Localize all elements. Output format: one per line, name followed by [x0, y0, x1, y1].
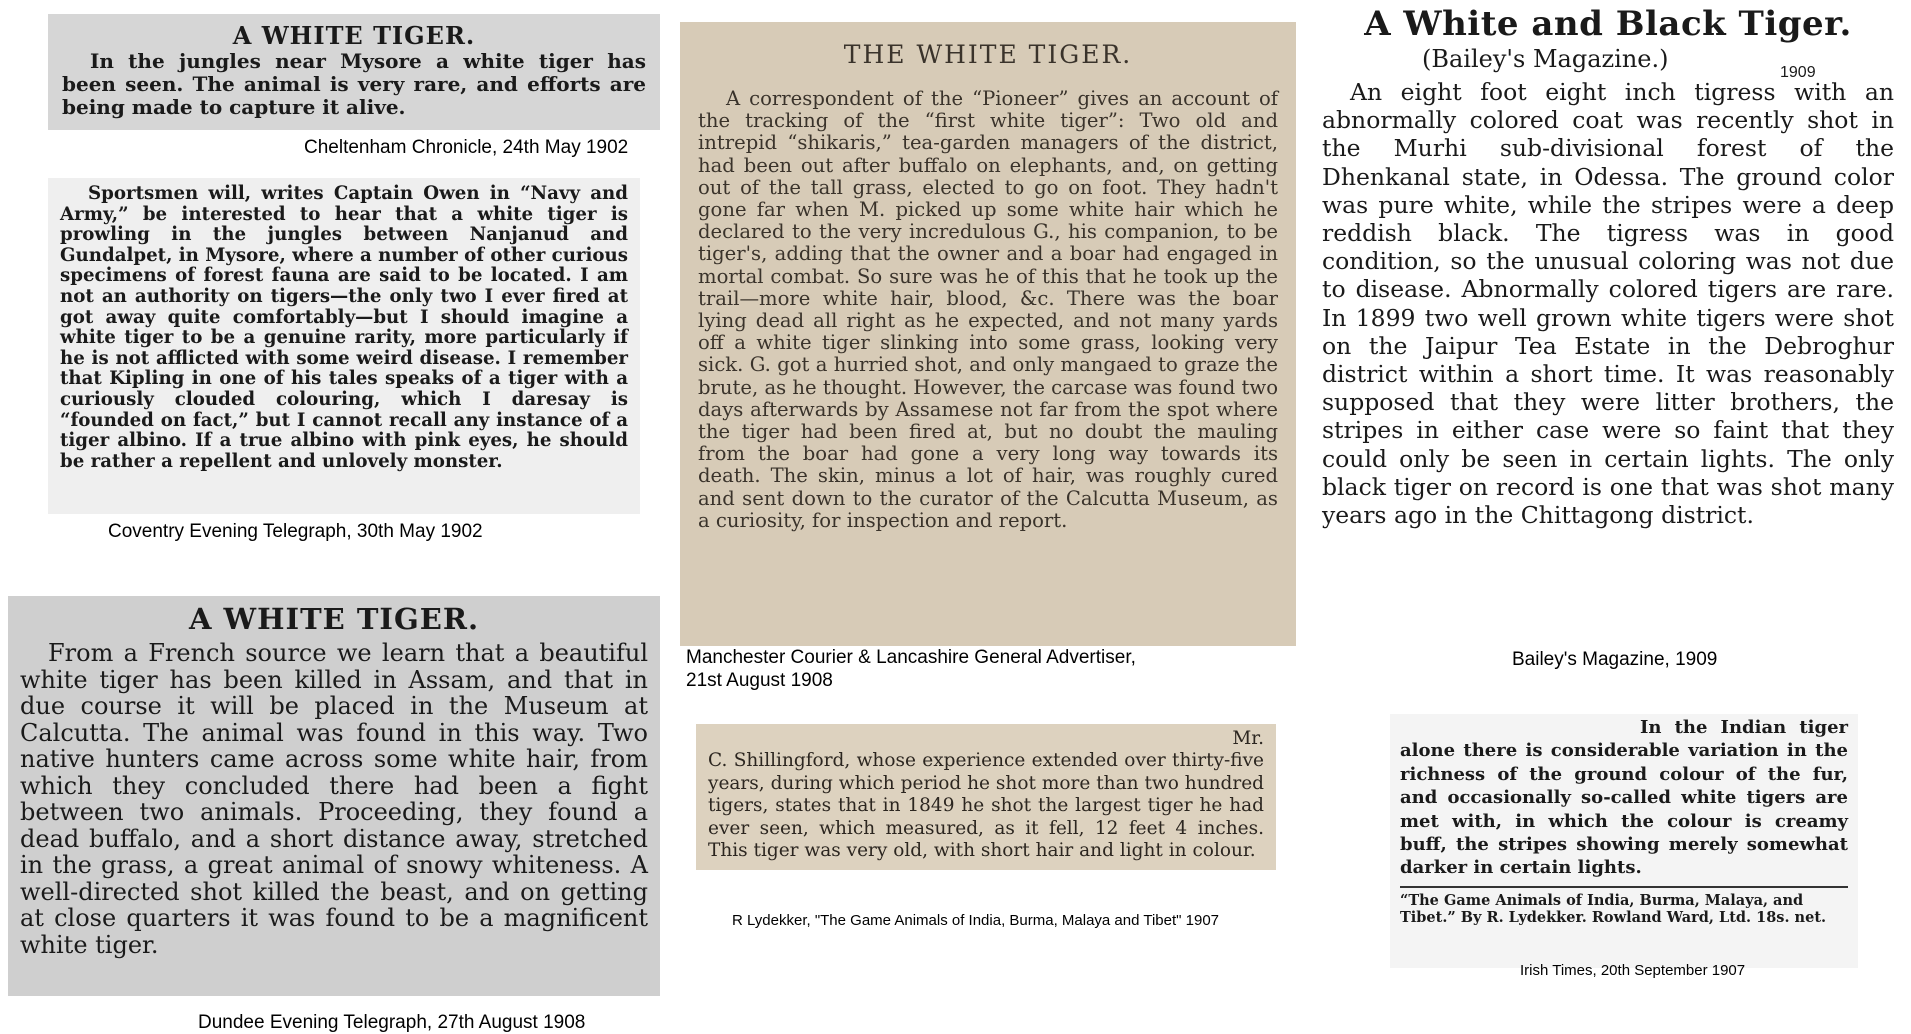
clipping-headline: A WHITE TIGER.	[188, 602, 480, 636]
clipping-headline: THE WHITE TIGER.	[843, 40, 1133, 69]
clipping-dundee	[8, 596, 660, 996]
caption-irish-times: Irish Times, 20th September 1907	[1520, 962, 1746, 979]
clipping-text: A correspondent of the “Pioneer” gives an account of the tracking of the “first white tiger”: Two old and intrepid “shikaris,” tea-garden managers of the district, had been out after buffalo on elephants, and, on getting out of the tall grass, elected to go on foot. They hadn't gone far when M. picked up some white hair which he declared to the very incredulous G., his companion, to be tiger's, adding that the owner and a boar had engaged in mortal combat. So sure was he of this that he took up the trail—more white hair, blood, &c. There was the boar lying dead all right as he expected, and not many yards off a white tiger slinking into some grass, looking very sick. G. got a hurried shot, and only mangaed to graze the brute, as he thought. However, the carcase was found two days afterwards by Assamese not far from the spot where the tiger had been fired at, but no doubt the mauling from the boar had gone a very long way towards its death. The skin, minus a lot of hair, was roughly cured and sent down to the curator of the Calcutta Museum, as a curiosity, for inspection and report.	[698, 87, 1278, 532]
clipping-irish-times	[1390, 714, 1858, 968]
clipping-text: From a French source we learn that a beautiful white tiger has been killed in Assam, and that in due course it will be placed in the Museum at Calcutta. The animal was found in this way. Two native hunters came across some white hair, from which they concluded there had been a fight between two animals. Proceeding, they found a dead buffalo, and a short distance away, stretched in the grass, a great animal of snowy whiteness. A well-directed shot killed the beast, and on getting at close quarters it was found to be a magnificent white tiger.	[20, 639, 648, 959]
clipping-text: Sportsmen will, writes Captain Owen in “Navy and Army,” be interested to hear that a white tiger is prowling in the jungles between Nanjanud and Gundalpet, in Mysore, where a number of other curious specimens of forest fauna are said to be located. I am not an authority on tigers—the only two I ever fired at got away quite comfortably—but I should imagine a white tiger to be a genuine rarity, more particularly if he is not afflicted with some weird disease. I remember that Kipling in one of his tales speaks of a tiger with a curiously clouded colouring, which I daresay is “founded on fact,” but I cannot recall any instance of a tiger albino. If a true albino with pink eyes, he should be rather a repellent and unlovely monster.	[60, 183, 628, 472]
clipping-body	[60, 184, 628, 472]
caption-lydekker: R Lydekker, "The Game Animals of India, Burma, Malaya and Tibet" 1907	[732, 912, 1220, 929]
clipping-text: In the Indian tiger alone there is considerable variation in the richness of the ground colour of the fur, and occasionally so-called white tigers are met with, in which the colour is creamy buff, the stripes showing merely somewhat darker in certain lights.	[1400, 717, 1848, 879]
caption-dundee: Dundee Evening Telegraph, 27th August 1908	[198, 1012, 586, 1033]
clipping-baileys	[1310, 4, 1906, 654]
clipping-body	[698, 88, 1278, 532]
clipping-footnote: “The Game Animals of India, Burma, Malaya, and Tibet.” By R. Lydekker. Rowland Ward, Ltd. 18s. net.	[1400, 886, 1848, 926]
clipping-year: 1909	[1780, 64, 1816, 81]
clipping-headline: A White and Black Tiger.	[1364, 4, 1852, 44]
clipping-lydekker	[696, 724, 1276, 870]
clipping-text: C. Shillingford, whose experience extended over thirty-five years, during which period he shot more than two hundred tigers, states that in 1849 he shot the largest tiger he had ever seen, which measured, as it fell, 12 feet 4 inches. This tiger was very old, with short hair and light in colour.	[708, 750, 1264, 862]
clipping-body	[20, 640, 648, 958]
clipping-mr: Mr.	[1232, 728, 1264, 749]
clipping-cheltenham	[48, 14, 660, 130]
clipping-text: In the jungles near Mysore a white tiger has been seen. The animal is very rare, and efforts are being made to capture it alive.	[62, 49, 646, 119]
caption-manchester-line1: Manchester Courier & Lancashire General Advertiser,	[686, 647, 1136, 668]
clipping-body	[708, 750, 1264, 863]
clipping-body	[1400, 716, 1848, 880]
clipping-body	[62, 50, 646, 119]
caption-baileys: Bailey's Magazine, 1909	[1512, 649, 1718, 670]
clipping-text: An eight foot eight inch tigress with an abnormally colored coat was recently shot in the Murhi sub-divisional forest of the Dhenkanal state, in Odessa. The ground color was pure white, while the stripes were a deep reddish black. The tigress was in good condition, so the unusual coloring was not due to disease. Abnormally colored tigers are rare. In 1899 two well grown white tigers were shot on the Jaipur Tea Estate in the Debroghur district within a short time. It was reasonably supposed that they were litter brothers, the stripes in either case were so faint that they could only be seen in certain lights. The only black tiger on record is one that was shot many years ago in the Chittagong district.	[1322, 78, 1894, 530]
clipping-headline: A WHITE TIGER.	[232, 21, 476, 50]
clipping-manchester	[680, 22, 1296, 646]
clipping-subtitle: (Bailey's Magazine.)	[1422, 45, 1669, 73]
caption-manchester-line2: 21st August 1908	[686, 670, 833, 691]
clipping-coventry	[48, 178, 640, 514]
clipping-body	[1322, 78, 1894, 529]
caption-cheltenham: Cheltenham Chronicle, 24th May 1902	[304, 137, 629, 158]
caption-coventry: Coventry Evening Telegraph, 30th May 1902	[108, 521, 483, 542]
